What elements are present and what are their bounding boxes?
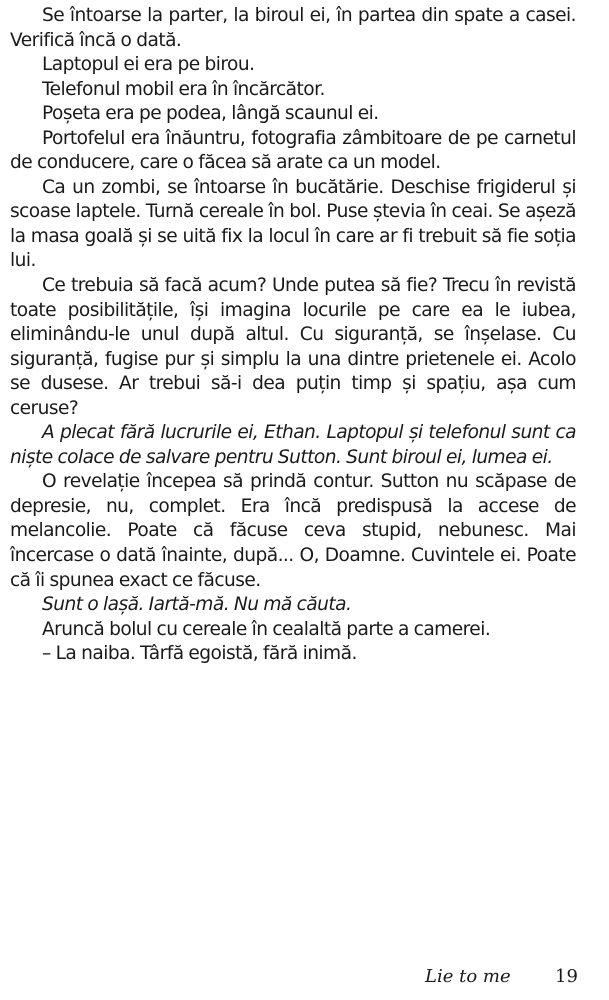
page-body — [10, 4, 576, 667]
paragraph: Aruncă bolul cu cereale în cealaltă parte a camerei. — [42, 618, 491, 640]
paragraph: Ca un zombi, se întoarse în bucătărie. Deschise frigiderul și scoase laptele. Turnă cereale în bol. Puse ștevia în ceai. Se așeză la masa goală și se uită fix la locul în care ar fi trebuit să fie soția lui. — [10, 176, 576, 272]
paragraph: Se întoarse la parter, la biroul ei, în partea din spate a casei. Verifică încă o dată. — [10, 5, 576, 51]
running-title: Lie to me — [425, 966, 511, 987]
dialogue-paragraph: – La naiba. Târfă egoistă, fără inimă. — [42, 643, 357, 665]
page-footer — [0, 966, 609, 996]
italic-paragraph: Sunt o lașă. Iartă-mă. Nu mă căuta. — [42, 594, 352, 616]
italic-paragraph: A plecat fără lucrurile ei, Ethan. Laptopul și telefonul sunt ca niște colace de salvare pentru Sutton. Sunt biroul ei, lumea ei. — [10, 422, 576, 468]
paragraph: O revelație începea să prindă contur. Sutton nu scăpase de depresie, nu, complet. Era încă predispusă la accese de melancolie. Poate că făcuse ceva stupid, nebunesc. Mai încercase o dată înainte, după... O, Doamne. Cuvintele ei. Poate că îi spunea exact ce făcuse. — [10, 471, 576, 591]
paragraph: Poșeta era pe podea, lângă scaunul ei. — [42, 103, 379, 125]
paragraph: Laptopul ei era pe birou. — [42, 54, 255, 76]
paragraph: Portofelul era înăuntru, fotografia zâmbitoare de pe carnetul de conducere, care o făcea să arate ca un model. — [10, 127, 576, 174]
paragraph: Telefonul mobil era în încărcător. — [42, 78, 325, 100]
paragraph: Ce trebuia să facă acum? Unde putea să fie? Trecu în revistă toate posibilitățile, își imagina locurile pe care ea le iubea, eliminându-le unul după altul. Cu siguranță, se înșelase. Cu siguranță, fugise pur și simplu la una dintre prietenele ei. Acolo se dusese. Ar trebui să-i dea puțin timp și spațiu, așa cum ceruse? — [10, 275, 576, 419]
page-number: 19 — [555, 966, 578, 987]
